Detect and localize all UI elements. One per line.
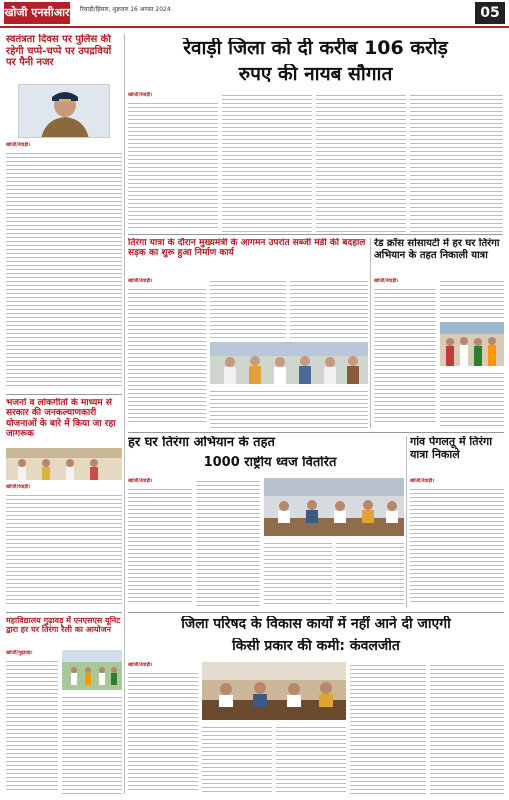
- red-cross-body-col3: [440, 370, 504, 428]
- masthead: [0, 0, 509, 28]
- zila-parishad-body-col2: [202, 724, 272, 794]
- divider: [128, 612, 504, 613]
- tiranga-yatra-body-col1: खोजी/रेवाड़ी।: [128, 278, 206, 428]
- bhajan-headline: भजनों व लोकगीतों के माध्यम से सरकार की जनकल्याणकारी योजनाओं के बारे में किया जा रहा जागरूक: [6, 398, 116, 440]
- dhwaj-headline-line1: हर घर तिरंगा अभियान के तहत: [128, 436, 275, 450]
- column-rule: [124, 34, 125, 794]
- officials-photo: [202, 662, 346, 720]
- police-body: खोजी/रेवाड़ी।: [6, 142, 122, 390]
- page-number: 05: [475, 2, 505, 24]
- lead-headline-line1: रेवाड़ी जिला को दी करीब 106 करोड़: [183, 38, 448, 59]
- rally-photo: [62, 650, 122, 690]
- dhwaj-body-col4: [336, 540, 404, 606]
- ceremony-photo: [6, 448, 122, 480]
- divider: [6, 394, 122, 395]
- dhwaj-body-col2: [196, 478, 260, 606]
- red-cross-body-col1: खोजी/रेवाड़ी।: [374, 278, 436, 428]
- yatra-photo: [210, 342, 368, 384]
- police-officer-photo: [18, 84, 110, 138]
- crowd-photo: [440, 322, 504, 366]
- tiranga-yatra-headline: तिरंगा यात्रा के दौरान मुख्यमंत्री के आगमन उपरांत सब्जी मंडी की बदहाल सड़क का शुरू हुआ निर्माण कार्य: [128, 238, 366, 259]
- divider: [128, 234, 503, 235]
- dhwaj-body-col3: [264, 540, 332, 606]
- red-cross-headline: रेड क्रॉस सोसायटी में हर घर तिरंगा अभियान के तहत निकाली यात्रा: [374, 238, 500, 261]
- zila-parishad-headline-line1: जिला परिषद के विकास कार्यों में नहीं आने दी जाएगी: [181, 616, 451, 632]
- dhwaj-body-col1: खोजी/रेवाड़ी।: [128, 478, 192, 606]
- mahavidyalaya-body-col1: खोजी/गुढ़ावड़।: [6, 650, 58, 794]
- dateline: रिवाड़ी/हिसार, शुक्रवार 16 अगस्त 2024: [80, 6, 171, 13]
- tiranga-yatra-body-col4: [210, 388, 368, 428]
- zila-parishad-headline-line2: किसी प्रकार की कमी: कंवलजीत: [232, 638, 400, 654]
- zila-parishad-body-col4: [350, 662, 426, 794]
- column-rule: [370, 238, 371, 428]
- lead-body-col3: [316, 92, 406, 232]
- pengaltu-headline: गांव पेगलतू में तिरंगा यात्रा निकाले: [410, 436, 493, 461]
- lead-headline-line2: रुपए की नायब सौगात: [238, 64, 393, 85]
- zila-parishad-body-col1: खोजी/रेवाड़ी।: [128, 662, 198, 794]
- pengaltu-body: खोजी/रेवाड़ी।: [410, 478, 504, 606]
- mahavidyalaya-headline: महाविद्यालय गुढ़ावड़ में एनएसएस यूनिट द्वारा हर घर तिरंगा रैली का आयोजन: [6, 616, 121, 635]
- tiranga-yatra-body-col2: [210, 278, 286, 338]
- lead-body-col4: [410, 92, 503, 232]
- tiranga-yatra-body-col3: [290, 278, 368, 338]
- column-rule: [406, 436, 407, 608]
- meeting-photo: [264, 478, 404, 536]
- divider: [6, 612, 122, 613]
- mahavidyalaya-body-col2: [62, 694, 122, 794]
- police-headline: स्वतंत्रता दिवस पर पुलिस की रहेगी चप्पे-चप्पे पर उपद्रवियों पर पैनी नजर: [6, 34, 112, 68]
- zila-parishad-body-col5: [430, 662, 504, 794]
- lead-body-col2: [222, 92, 312, 232]
- zila-parishad-body-col3: [276, 724, 346, 794]
- divider: [128, 432, 504, 433]
- dhwaj-headline-line2: 1000 राष्ट्रीय ध्वज वितरित: [203, 456, 337, 470]
- brand-logo: खोजी एनसीआर: [4, 2, 70, 24]
- red-cross-body-col2: [440, 278, 504, 318]
- bhajan-body: खोजी/रेवाड़ी।: [6, 484, 122, 608]
- lead-body-col1: खोजी/रेवाड़ी।: [128, 92, 218, 232]
